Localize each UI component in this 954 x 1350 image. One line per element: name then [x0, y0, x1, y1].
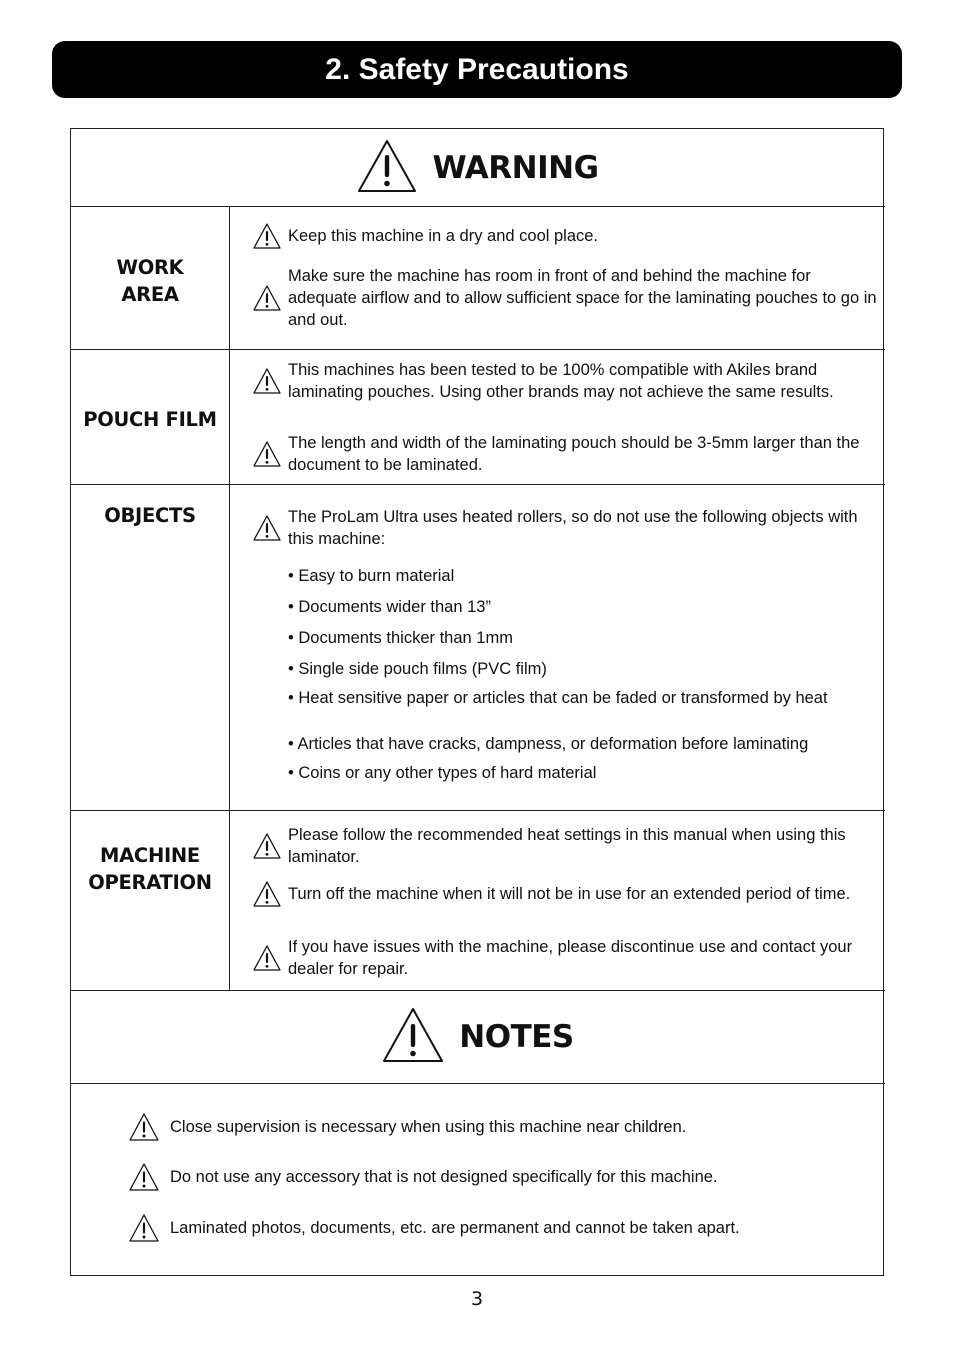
warning-item-text: If you have issues with the machine, please discontinue use and contact your dealer for repair.: [288, 938, 853, 978]
note-item-text: Laminated photos, documents, etc. are permanent and cannot be taken apart.: [170, 1219, 740, 1237]
column-divider: [229, 206, 230, 990]
section-label-objects: OBJECTS: [104, 504, 196, 527]
bullet-item: • Coins or any other types of hard material: [288, 764, 597, 782]
bullet-item: • Articles that have cracks, dampness, or deformation before laminating: [288, 735, 809, 753]
note-item-text: Close supervision is necessary when using this machine near children.: [170, 1118, 687, 1136]
warning-item: [252, 265, 882, 331]
warning-triangle-icon: [252, 944, 282, 972]
warning-item-text: This machines has been tested to be 100% compatible with Akiles brand laminating pouches. Using other brands may not achieve the same results.: [288, 361, 834, 401]
warning-triangle-icon: [128, 1112, 160, 1142]
warning-triangle-icon: [252, 832, 282, 860]
warning-triangle-icon: [128, 1213, 160, 1243]
warning-triangle-icon: [128, 1162, 160, 1192]
machine-operation-label-line1: MACHINE: [100, 844, 200, 867]
page-number: 3: [470, 1288, 484, 1310]
work-area-label-line2: AREA: [121, 283, 179, 306]
bullet-item: • Documents wider than 13”: [288, 598, 491, 616]
divider: [70, 810, 885, 811]
section-label-machine-operation: [71, 842, 229, 896]
warning-triangle-icon: [252, 367, 282, 395]
warning-item: [252, 432, 882, 476]
machine-operation-label-line2: OPERATION: [88, 871, 212, 894]
note-item: [128, 1162, 868, 1192]
note-item: [128, 1112, 868, 1142]
warning-item: [252, 222, 882, 250]
warning-item-text: Please follow the recommended heat settings in this manual when using this laminator.: [288, 826, 846, 866]
section-label-work-area: [71, 254, 229, 308]
bullet-item: • Heat sensitive paper or articles that can be faded or transformed by heat: [288, 689, 828, 707]
warning-item: [252, 506, 882, 550]
warning-item: [252, 936, 882, 980]
warning-triangle-icon: [252, 440, 282, 468]
work-area-label-line1: WORK: [116, 256, 184, 279]
warning-item-text: The length and width of the laminating pouch should be 3-5mm larger than the document to be laminated.: [288, 434, 860, 474]
warning-triangle-icon: [381, 1006, 445, 1069]
warning-item-text: Make sure the machine has room in front of and behind the machine for adequate airflow and to allow sufficient space for the laminating pouches to go in and out.: [288, 267, 877, 329]
warning-item-text: Keep this machine in a dry and cool place.: [288, 227, 599, 245]
warning-item-text: The ProLam Ultra uses heated rollers, so do not use the following objects with this machine:: [288, 508, 858, 548]
note-item-text: Do not use any accessory that is not designed specifically for this machine.: [170, 1168, 718, 1186]
divider: [70, 206, 885, 207]
warning-item-text: Turn off the machine when it will not be in use for an extended period of time.: [288, 885, 851, 903]
warning-item: [252, 359, 882, 403]
bullet-item: • Documents thicker than 1mm: [288, 629, 513, 647]
warning-banner: [70, 130, 885, 206]
divider: [70, 349, 885, 350]
warning-triangle-icon: [252, 880, 282, 908]
divider: [70, 990, 885, 991]
bullet-item: • Easy to burn material: [288, 567, 455, 585]
warning-triangle-icon: [252, 222, 282, 250]
page-title: 2. Safety Precautions: [52, 41, 902, 98]
warning-heading: WARNING: [432, 150, 599, 186]
divider: [70, 1083, 885, 1084]
section-label-pouch-film: POUCH FILM: [83, 408, 217, 431]
warning-triangle-icon: [252, 514, 282, 542]
warning-triangle-icon: [356, 138, 418, 199]
warning-triangle-icon: [252, 284, 282, 312]
warning-item: [252, 880, 882, 908]
bullet-item: • Single side pouch films (PVC film): [288, 660, 547, 678]
note-item: [128, 1213, 868, 1243]
notes-heading: NOTES: [459, 1019, 574, 1055]
divider: [70, 484, 885, 485]
notes-banner: [70, 1000, 885, 1074]
warning-item: [252, 824, 882, 868]
